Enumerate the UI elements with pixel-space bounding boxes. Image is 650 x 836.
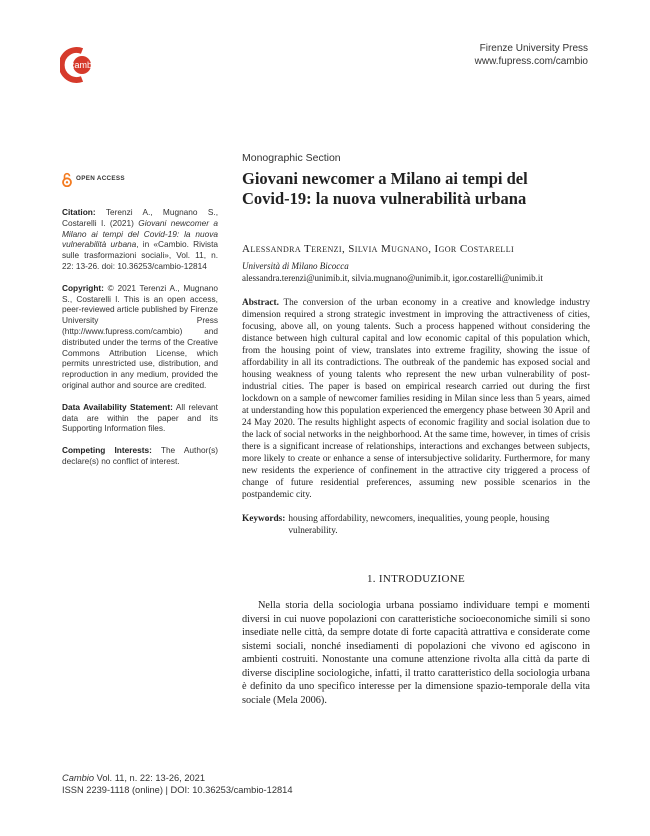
competing-interests-block	[62, 445, 218, 467]
data-availability-label: Data Availability Statement:	[62, 401, 173, 412]
data-availability-text: All relevant data are within the paper and its Supporting Information files.	[62, 401, 218, 434]
sidebar	[62, 172, 218, 478]
competing-interests-label: Competing Interests:	[62, 445, 152, 456]
footer	[62, 772, 293, 796]
section-label: Monographic Section	[242, 152, 341, 164]
abstract	[242, 297, 590, 501]
copyright-label: Copyright:	[62, 282, 104, 293]
keywords	[242, 513, 590, 537]
footer-issn-doi: ISSN 2239-1118 (online) | DOI: 10.36253/cambio-12814	[62, 785, 293, 795]
citation-label: Citation:	[62, 207, 96, 217]
citation-authors: Terenzi A., Mugnano S., Costarelli I. (2021)	[62, 207, 219, 228]
open-access-lock-icon	[62, 172, 72, 187]
open-access-label: OPEN ACCESS	[76, 175, 125, 183]
abstract-label: Abstract.	[242, 298, 279, 308]
article-title-line2: Covid-19: la nuova vulnerabilità urbana	[242, 189, 527, 208]
citation-title: Giovani newcomer a Milano ai tempi del Covid-19: la nuova vulnerabilità urbana	[62, 217, 218, 250]
affiliation: Università di Milano Bicocca	[242, 261, 349, 271]
copyright-block	[62, 283, 218, 391]
publisher-info	[475, 42, 588, 68]
citation-source: , in «Cambio. Rivista sulle trasformazioni sociali», Vol. 11, n. 22: 13-26. doi: 10.36253/cambio-12814	[62, 239, 218, 271]
article-title-line1: Giovani newcomer a Milano ai tempi del	[242, 169, 528, 188]
author-emails: alessandra.terenzi@unimib.it, silvia.mugnano@unimib.it, igor.costarelli@unimib.it	[242, 273, 543, 283]
article-main	[242, 152, 590, 707]
section-heading: 1. INTRODUZIONE	[367, 573, 465, 585]
body-paragraph: Nella storia della sociologia urbana possiamo individuare tempi e momenti diversi in cui nuove popolazioni con caratteristiche socioeconomiche simili si sono insediate nelle città, da sempre dotate di forte capacità attrattiva e considerate come sistemi sociali, nonché insediamenti di popolazioni che vivono ed agiscono in ambienti costruiti. Nonostante una comune attenzione rivolta alla città da parte di diverse discipline sociologiche, infatti, il tratto caratteristico della sociologia urbana è definito da uno specifico interesse per la dimensione spazio-temporale della vita sociale (Mela 2006).	[242, 600, 590, 706]
logo-text: cambio	[70, 60, 100, 70]
authors: Alessandra Terenzi, Silvia Mugnano, Igor Costarelli	[242, 243, 515, 255]
copyright-text: © 2021 Terenzi A., Mugnano S., Costarelli I. This is an open access, peer-reviewed article published by Firenze University Press (http://www.fupress.com/cambio) and distributed under the terms of the Creative Commons Attribution License, which permits unrestricted use, distribution, and reproduction in any medium, provided the original author and source are credited.	[62, 282, 218, 390]
footer-line1	[62, 772, 293, 784]
cambio-logo-icon	[60, 45, 120, 85]
footer-journal: Cambio	[62, 773, 95, 783]
article-title	[242, 169, 590, 209]
citation-block	[62, 207, 218, 272]
keywords-text: housing affordability, newcomers, inequalities, young people, housing vulnerability.	[288, 514, 550, 536]
competing-interests-text: The Author(s) declare(s) no conflict of interest.	[62, 445, 219, 466]
footer-volume: Vol. 11, n. 22: 13-26, 2021	[94, 773, 206, 783]
cambio-logo	[60, 45, 120, 85]
open-access-badge	[62, 172, 218, 187]
abstract-text: The conversion of the urban economy in a creative and knowledge industry dimension required a strong strategic investment in improving the attractiveness of cities, focusing, above all, on young talents. Such a process happened without considering the distance between high cultural capital and low economic capital of this population which, from the housing point of view, translates into extreme fragility, showing the issue of affordability in all its contradictions. The outbreak of the pandemic has exposed social and housing weakness of young talents who represent the new urban vulnerability of post-industrial cities. The paper is based on empirical research carried out during the first lockdown on a sample of newcomer families residing in Milan since less than 5 years, aimed at understanding how this population experienced the emergency phase between 30 April and 24 May 2020. The results highlight aspects of economic fragility and social isolation due to the lack of social networks in the neighborhood. At the same time, however, in times of crisis there is a significant increase of relationships, interactions and exchanges between subjects, more likely to create or enhance a sense of intersubjective solidarity. Furthermore, for many new residents the experience of confinement in the attractive city triggered a process of change of future residential preferences, assuming new possible scenarios in the postpandemic city.	[242, 298, 590, 500]
data-availability-block	[62, 402, 218, 434]
keywords-label: Keywords:	[242, 514, 286, 524]
publisher-url[interactable]: www.fupress.com/cambio	[474, 56, 588, 67]
publisher-name: Firenze University Press	[479, 43, 588, 54]
